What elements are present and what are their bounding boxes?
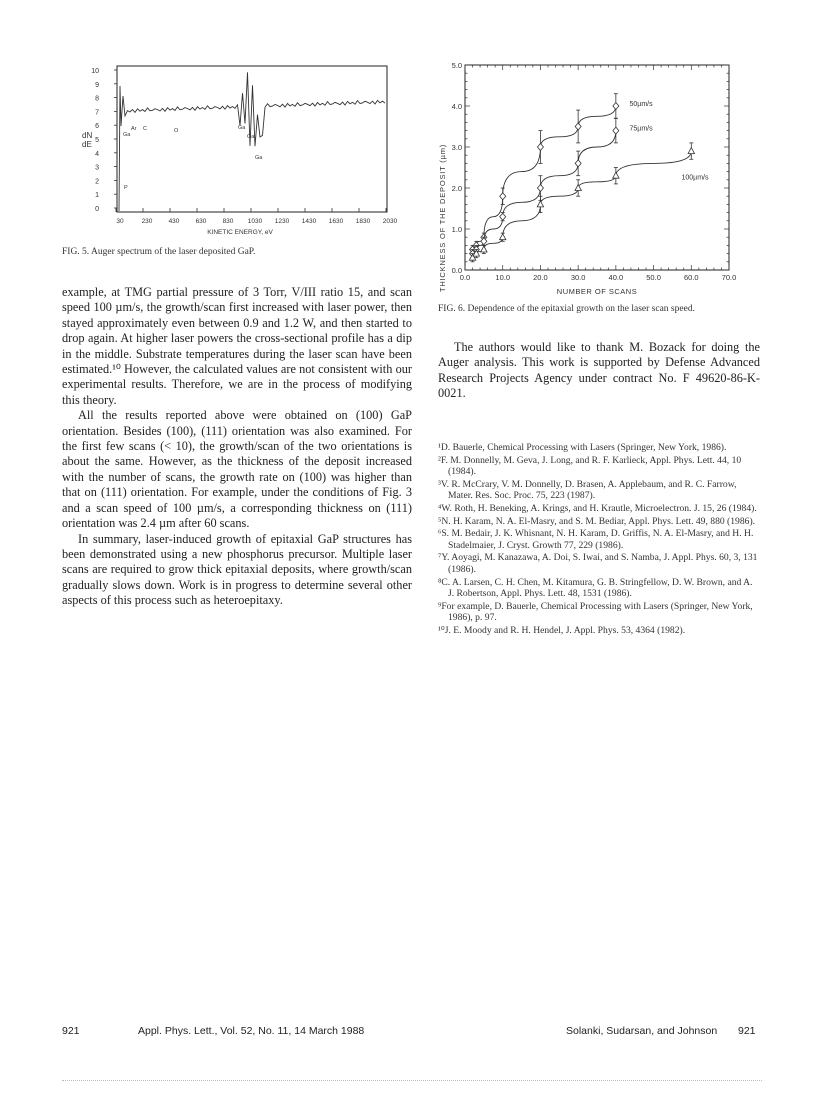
y-tick-label: 1.0	[451, 225, 462, 234]
series-label: 50µm/s	[629, 100, 653, 108]
peak-label: Ga	[238, 125, 246, 131]
auger-spectrum-figure	[62, 58, 402, 238]
reference-item: ²F. M. Donnelly, M. Geva, J. Long, and R. F. Karlieck, Appl. Phys. Lett. 44, 10 (1984).	[438, 454, 742, 478]
x-tick-label: 30	[116, 218, 124, 225]
x-axis-label: NUMBER OF SCANS	[556, 287, 638, 296]
x-tick-label: 1830	[355, 218, 371, 225]
footer-authors: Solanki, Sudarsan, and Johnson	[566, 1025, 718, 1037]
x-tick-label: 10.0	[495, 273, 511, 282]
data-point	[575, 123, 581, 130]
reference-item: ⁷Y. Aoyagi, M. Kanazawa, A. Doi, S. Iwai, and S. Namba, J. Appl. Phys. 60, 3, 131 (1986).	[438, 552, 758, 575]
y-tick-label: 7	[95, 109, 99, 117]
footer-journal: Appl. Phys. Lett., Vol. 52, No. 11, 14 March 1988	[138, 1025, 365, 1037]
peak-label: Ga	[123, 132, 131, 138]
series-label: 100µm/s	[681, 174, 709, 182]
paragraph-growth-conditions: example, at TMG partial pressure of 3 Torr, V/III ratio 15, and scan speed 100 µm/s, the growth/scan first increased with laser power, then stayed approximately even between 0.9 and 1.2 W, and then started to drop again. At higher laser powers the cross-sectional profile has a dip in the middle. Substrate temperatures during the laser scan have been estimated.¹⁰ However, the calculated values are not consistent with our experimental results. Therefore, we are in the process of modifying this theory.	[62, 285, 412, 407]
reference-item: ⁶S. M. Bedair, J. K. Whisnant, N. H. Karam, D. Griffis, N. A. El-Masry, and H. H. Stadelmaier, J. Cryst. Growth 77, 229 (1986).	[438, 528, 754, 551]
peak-label: P	[124, 185, 128, 191]
x-tick-label: 50.0	[646, 273, 661, 282]
peak-label: O	[174, 128, 179, 134]
reference-item: ¹D. Bauerle, Chemical Processing with Lasers (Springer, New York, 1986).	[438, 442, 727, 453]
footer-page-left: 921	[62, 1025, 80, 1037]
data-point	[575, 185, 581, 191]
x-tick-label: 20.0	[533, 273, 548, 282]
data-point	[613, 172, 619, 178]
reference-item: ⁵N. H. Karam, N. A. El-Masry, and S. M. Bediar, Appl. Phys. Lett. 49, 880 (1986).	[438, 515, 756, 527]
data-point	[500, 234, 506, 240]
data-point	[613, 127, 619, 134]
x-tick-label: 40.0	[608, 273, 624, 282]
chart-series	[469, 94, 709, 262]
auger-y-label-bottom: dE	[82, 140, 92, 149]
data-point	[481, 246, 487, 252]
data-point	[537, 144, 543, 151]
fig6-caption: FIG. 6. Dependence of the epitaxial growth on the laser scan speed.	[438, 304, 695, 314]
data-point	[537, 185, 543, 192]
series-curve	[473, 106, 616, 250]
y-tick-label: 0	[95, 206, 99, 213]
data-point	[688, 148, 694, 154]
chart-axes	[452, 61, 737, 282]
reference-item: ¹⁰J. E. Moody and R. H. Hendel, J. Appl. Phys. 53, 4364 (1982).	[438, 624, 686, 636]
left-column-text	[62, 285, 412, 609]
peak-label: Ga	[247, 134, 255, 140]
x-tick-label: 60.0	[683, 273, 699, 282]
auger-x-ticks	[116, 208, 398, 225]
peak-label: Ar	[131, 126, 137, 132]
x-tick-label: 1230	[274, 218, 290, 225]
x-tick-label: 830	[222, 218, 234, 225]
y-tick-label: 10	[91, 68, 99, 75]
data-point	[500, 193, 506, 200]
series-curve	[473, 131, 616, 254]
auger-y-label-top: dN	[82, 131, 93, 140]
y-tick-label: 8	[95, 95, 99, 103]
reference-item: ⁸C. A. Larsen, C. H. Chen, M. Kitamura, G. B. Stringfellow, D. W. Brown, and A. J. Robertson, Appl. Phys. Lett. 48, 1531 (1986).	[438, 576, 753, 600]
reference-item: ⁴W. Roth, H. Beneking, A. Krings, and H. Krautle, Microelectron. J. 15, 26 (1984).	[438, 502, 757, 514]
y-tick-label: 2.0	[451, 184, 462, 193]
y-tick-label: 6	[95, 123, 99, 131]
y-axis-label: THICKNESS OF THE DEPOSIT (µm)	[438, 143, 447, 293]
series-curve	[473, 151, 692, 258]
reference-item: ³V. R. McCrary, V. M. Donnelly, D. Brasen, A. Applebaum, and R. C. Farrow, Mater. Res. Soc. Proc. 75, 223 (1987).	[438, 478, 737, 502]
paragraph-orientation: All the results reported above were obtained on (100) GaP orientation. Besides (100), (111) orientation was also examined. For the first few scans (< 10), the growth/scan of the two orientations is about the same. However, as the thickness of the deposit increased with the number of scans, the growth rate on (100) was higher than that on (111) orientation. For example, under the conditions of Fig. 3 and a scan speed of 100 µm/s, a corresponding thickness on (111) orientation was 2.4 µm after 60 scans.	[62, 408, 412, 531]
paragraph-summary: In summary, laser-induced growth of epitaxial GaP structures has been demonstrated using a new phosphorus precursor. Multiple laser scans are required to grow thick epitaxial deposits, where growth/scan gradually slows down. Work is in progress to determine several other aspects of this process such as heteroepitaxy.	[62, 531, 412, 608]
y-tick-label: 4	[95, 150, 99, 158]
y-tick-label: 1	[95, 192, 99, 200]
y-tick-label: 3	[95, 164, 99, 172]
acknowledgment: The authors would like to thank M. Bozack for doing the Auger analysis. This work is supported by Defense Advanced Research Projects Agency under contract No. F 49620-86-K-0021.	[438, 340, 760, 401]
fig5-caption: FIG. 5. Auger spectrum of the laser deposited GaP.	[62, 247, 256, 257]
y-tick-label: 4.0	[451, 102, 462, 111]
auger-x-label: KINETIC ENERGY, eV	[207, 229, 273, 236]
auger-peak-labels	[123, 125, 263, 191]
y-tick-label: 5.0	[451, 61, 462, 70]
series-label: 75µm/s	[629, 125, 653, 133]
data-point	[575, 160, 581, 167]
series-2	[470, 118, 654, 257]
x-tick-label: 430	[168, 218, 180, 225]
series-3	[469, 143, 709, 262]
x-tick-label: 30.0	[570, 273, 586, 282]
x-tick-label: 1630	[328, 218, 344, 225]
y-tick-label: 2	[95, 178, 99, 186]
thickness-chart	[425, 58, 755, 298]
series-1	[470, 94, 654, 254]
y-tick-label: 0.0	[451, 266, 462, 275]
x-tick-label: 70.0	[721, 273, 737, 282]
x-tick-label: 630	[195, 218, 207, 225]
x-tick-label: 230	[141, 218, 153, 225]
x-tick-label: 1030	[247, 218, 263, 225]
data-point	[537, 201, 543, 207]
data-point	[613, 103, 619, 110]
footer-page-right: 921	[738, 1025, 756, 1037]
peak-label: Ga	[255, 155, 263, 161]
reference-item: ⁹For example, D. Bauerle, Chemical Processing with Lasers (Springer, New York, 1986), p. 97.	[438, 600, 753, 624]
y-tick-label: 3.0	[451, 143, 462, 152]
references-list	[438, 442, 760, 638]
x-tick-label: 0.0	[459, 273, 471, 282]
x-tick-label: 1430	[301, 218, 317, 225]
bottom-dotted-rule	[62, 1080, 762, 1081]
peak-label: C	[143, 126, 147, 132]
data-point	[500, 213, 506, 220]
auger-spectrum-trace	[119, 72, 385, 211]
y-tick-label: 9	[95, 81, 99, 89]
x-tick-label: 2030	[382, 218, 398, 225]
auger-y-ticks	[91, 68, 117, 213]
y-tick-label: 5	[95, 137, 99, 144]
